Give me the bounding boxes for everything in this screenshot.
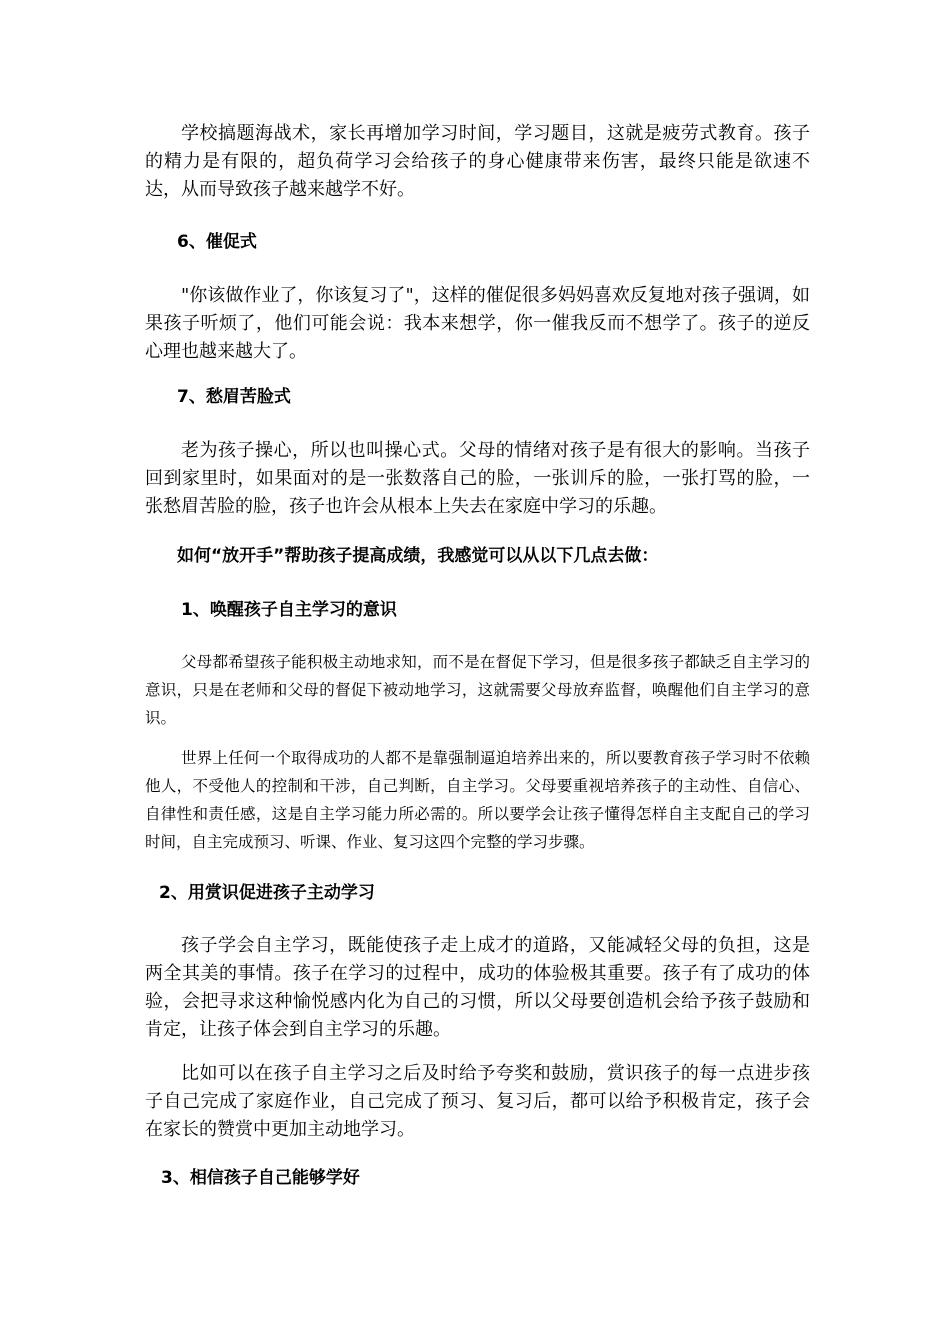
paragraph-worried-face-style: 老为孩子操心，所以也叫操心式。父母的情绪对孩子是有很大的影响。当孩子回到家里时，如果面对的是一张数落自己的脸，一张训斥的脸，一张打骂的脸，一张愁眉苦脸的脸，孩子也许会从根本上失去在家庭中学习的乐趣。 xyxy=(145,440,810,517)
paragraph-urging-style: "你该做作业了，你该复习了"，这样的催促很多妈妈喜欢反复地对孩子强调，如果孩子听烦了，他们可能会说：我本来想学，你一催我反而不想学了。孩子的逆反心理也越来越大了。 xyxy=(145,285,810,362)
paragraph-independent-learning: 世界上任何一个取得成功的人都不是靠强制逼迫培养出来的，所以要教育孩子学习时不依赖他人，不受他人的控制和干涉，自己判断，自主学习。父母要重视培养孩子的主动性、自信心、自律性和责任感，这是自主学习能力所必需的。所以要学会让孩子懂得怎样自主支配自己的学习时间，自主完成预习、听课、作业、复习这四个完整的学习步骤。 xyxy=(145,749,810,851)
paragraph-appreciation: 孩子学会自主学习，既能使孩子走上成才的道路，又能减轻父母的负担，这是两全其美的事情。孩子在学习的过程中，成功的体验极其重要。孩子有了成功的体验，会把寻求这种愉悦感内化为自己的习惯，所以父母要创造机会给予孩子鼓励和肯定，让孩子体会到自主学习的乐趣。 xyxy=(145,935,810,1040)
paragraph-praise-progress: 比如可以在孩子自主学习之后及时给予夸奖和鼓励，赏识孩子的每一点进步孩子自己完成了家庭作业，自己完成了预习、复习后，都可以给予积极肯定，孩子会在家长的赞赏中更加主动地学习。 xyxy=(145,1063,810,1140)
heading-trust-child: 3、相信孩子自己能够学好 xyxy=(161,1168,360,1188)
heading-awaken-self-learning: 1、唤醒孩子自主学习的意识 xyxy=(181,600,397,620)
heading-worried-face-style: 7、愁眉苦脸式 xyxy=(177,387,291,407)
paragraph-fatigue-education: 学校搞题海战术，家长再增加学习时间，学习题目，这就是疲劳式教育。孩子的精力是有限的，超负荷学习会给孩子的身心健康带来伤害，最终只能是欲速不达，从而导致孩子越来越学不好。 xyxy=(145,123,810,200)
heading-urging-style: 6、催促式 xyxy=(177,232,257,252)
heading-appreciation: 2、用赏识促进孩子主动学习 xyxy=(159,883,375,903)
paragraph-awaken-self-learning: 父母都希望孩子能积极主动地求知，而不是在督促下学习，但是很多孩子都缺乏自主学习的意识，只是在老师和父母的督促下被动地学习，这就需要父母放弃监督，唤醒他们自主学习的意识。 xyxy=(145,653,810,727)
heading-how-to-let-go: 如何“放开手”帮助孩子提高成绩，我感觉可以从以下几点去做： xyxy=(177,546,659,566)
